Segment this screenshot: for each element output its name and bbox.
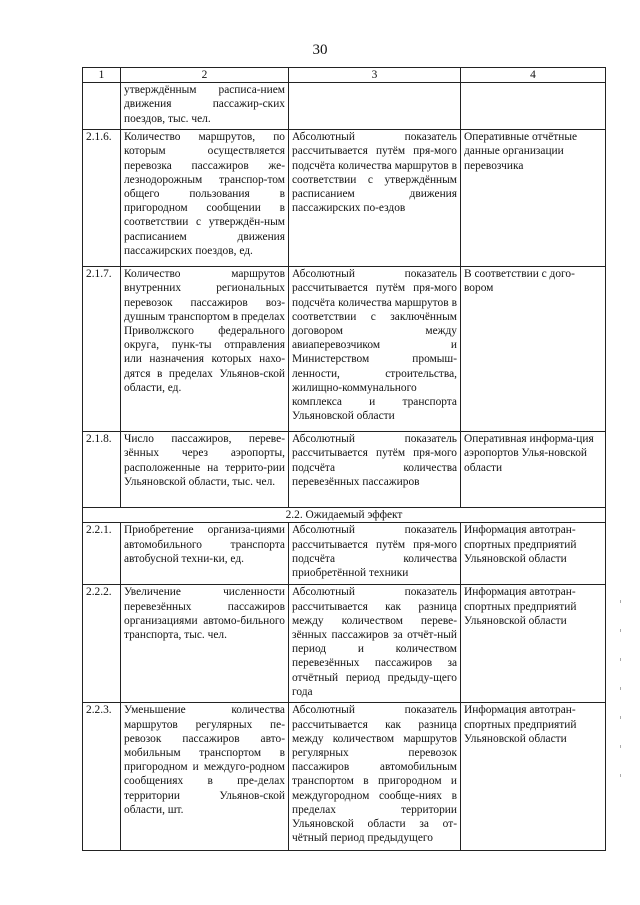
indicator-name: Увеличение численности перевезённых пассажиров организациями автомо-бильного транспорта, тыс. чел.	[121, 585, 289, 703]
calculation-method: Абсолютный показатель рассчитывается путём пря-мого подсчёта количества перевезённых пассажиров	[289, 432, 461, 508]
data-source: Оперативные отчётные данные организации перевозчика	[461, 130, 606, 267]
calculation-method: Абсолютный показатель рассчитывается путём пря-мого подсчёта количества маршрутов в соответствии с заключённым договором между авиаперевозчиком и Министерством промыш-ленности, строительства, жилищно-коммунального комплекса и транспорта Ульяновской области	[289, 267, 461, 432]
page-number: 30	[312, 42, 328, 58]
data-source: Информация автотран-спортных предприятий Ульяновской области	[461, 585, 606, 703]
margin-scan-marks	[619, 600, 623, 820]
data-source: Информация автотран-спортных предприятий Ульяновской области	[461, 703, 606, 851]
table-row	[83, 523, 606, 585]
row-number: 2.2.2.	[83, 585, 121, 703]
row-number: 2.1.8.	[83, 432, 121, 508]
indicator-name: Количество маршрутов внутренних региональных перевозок пассажиров воз-душным транспортом в пределах Приволжского федерального округа, пунк-ты отправления или назначения которых нахо-дятся в пределах Ульянов-ской области, ед.	[121, 267, 289, 432]
indicator-table	[82, 67, 606, 851]
header-col-2: 2	[121, 68, 289, 83]
table-row	[83, 130, 606, 267]
indicator-name: Приобретение организа-циями автомобильного транспорта автобусной техни-ки, ед.	[121, 523, 289, 585]
row-number: 2.1.6.	[83, 130, 121, 267]
header-col-3: 3	[289, 68, 461, 83]
section-title: 2.2. Ожидаемый эффект	[83, 508, 606, 523]
section-row	[83, 508, 606, 523]
indicator-name: Число пассажиров, перевe-зённых через аэропорты, расположенные на террито-рии Ульяновской области, тыс. чел.	[121, 432, 289, 508]
table-row	[83, 432, 606, 508]
header-col-4: 4	[461, 68, 606, 83]
row-number: 2.2.1.	[83, 523, 121, 585]
row-number	[83, 83, 121, 130]
calculation-method: Абсолютный показатель рассчитывается как разница между количеством маршрутов регулярных перевозок пассажиров автомобильным транспортом в пригородном и междугородном сообще-ниях в пределах территории Ульяновской области за от-чётный период предыдущего	[289, 703, 461, 851]
header-col-1: 1	[83, 68, 121, 83]
data-source: Информация автотран-спортных предприятий Ульяновской области	[461, 523, 606, 585]
data-source: Оперативная информа-ция аэропортов Улья-новской области	[461, 432, 606, 508]
calculation-method: Абсолютный показатель рассчитывается путём пря-мого подсчёта количества маршрутов в соответствии с утверждённым расписанием движения пассажирских по-ездов	[289, 130, 461, 267]
indicator-name: утверждённым расписа-нием движения пассажир-ских поездов, тыс. чел.	[121, 83, 289, 130]
indicator-name: Уменьшение количества маршрутов регулярных пе-ревозок пассажиров авто-мобильным транспортом в пригородном и междуго-родном сообщениях в пре-делах территории Ульянов-ской области, шт.	[121, 703, 289, 851]
row-number: 2.1.7.	[83, 267, 121, 432]
calculation-method	[289, 83, 461, 130]
table-row	[83, 267, 606, 432]
calculation-method: Абсолютный показатель рассчитывается как разница между количеством переве-зённых пассажиров за отчёт-ный период и количеством перевезённых пассажиров за отчётный период предыду-щего года	[289, 585, 461, 703]
indicator-name: Количество маршрутов, по которым осуществляется перевозка пассажиров же-лезнодорожным транспор-том общего пользования в пригородном сообщении в соответствии с утверждён-ным расписанием движения пассажирских поездов, ед.	[121, 130, 289, 267]
table-row	[83, 703, 606, 851]
table-header-row	[83, 68, 606, 83]
table-row	[83, 83, 606, 130]
calculation-method: Абсолютный показатель рассчитывается путём пря-мого подсчёта количества приобретённой техники	[289, 523, 461, 585]
data-source: В соответствии с дого-вором	[461, 267, 606, 432]
table-row	[83, 585, 606, 703]
data-source	[461, 83, 606, 130]
row-number: 2.2.3.	[83, 703, 121, 851]
